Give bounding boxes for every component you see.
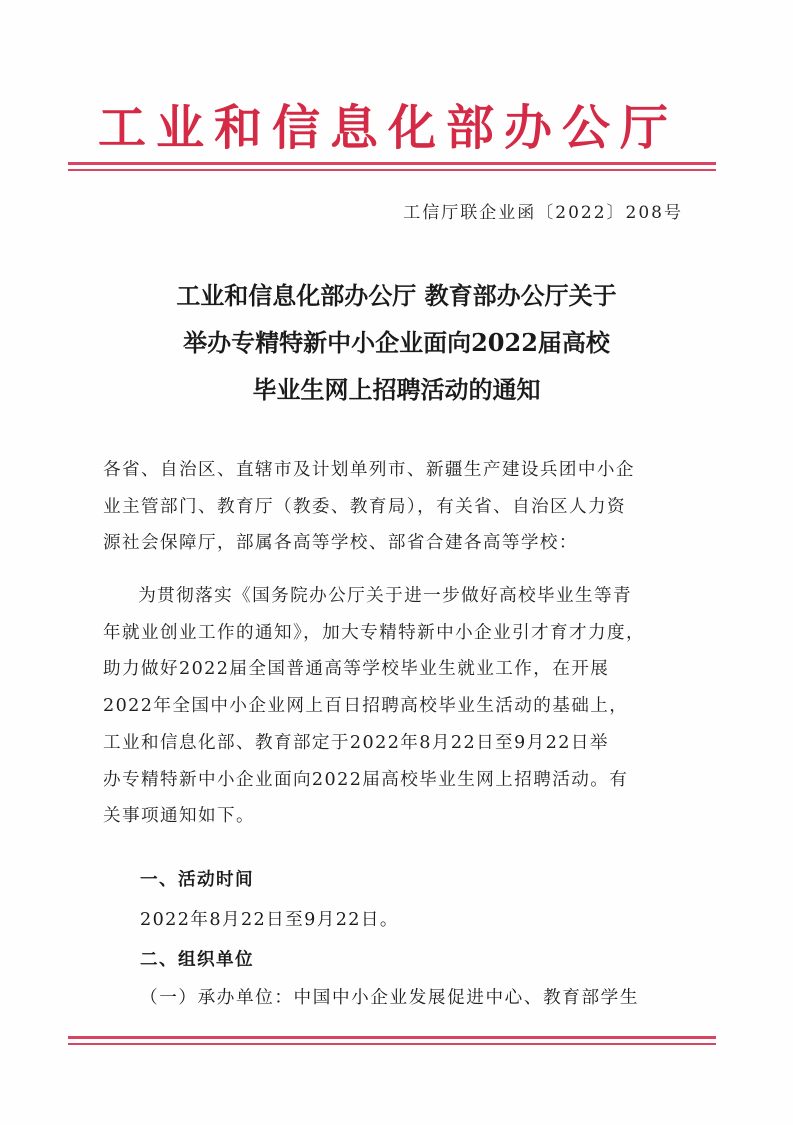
document-number: 工信厅联企业函〔2022〕208号	[403, 203, 683, 223]
paragraph-line: 关事项通知如下。	[103, 806, 255, 827]
paragraph-line: 年就业创业工作的通知》，加大专精特新中小企业引才育才力度，	[103, 622, 646, 643]
addressee-line: 源社会保障厅，部属各高等学校、部省合建各高等学校：	[103, 533, 578, 554]
footer-rule-thin	[68, 1043, 716, 1045]
title-line-3: 毕业生网上招聘活动的通知	[252, 375, 541, 404]
addressee-block	[103, 452, 693, 562]
paragraph-line: 助力做好2022届全国普通高等学校毕业生就业工作，在开展	[103, 659, 610, 680]
document-title	[60, 272, 733, 413]
letterhead-rule-thick	[68, 162, 716, 165]
title-line-2: 举办专精特新中小企业面向2022届高校	[183, 328, 610, 357]
title-line-1: 工业和信息化部办公厅 教育部办公厅关于	[176, 281, 617, 310]
section-heading-organizers: 二、组织单位	[140, 949, 254, 970]
letterhead-title: 工业和信息化部办公厅	[98, 100, 679, 156]
activity-time-text: 2022年8月22日至9月22日。	[140, 910, 399, 930]
organizer-item-1: （一）承办单位：中国中小企业发展促进中心、教育部学生	[140, 988, 640, 1008]
paragraph-line: 办专精特新中小企业面向2022届高校毕业生网上招聘活动。有	[103, 769, 629, 790]
paragraph-line: 2022年全国中小企业网上百日招聘高校毕业生活动的基础上，	[103, 696, 629, 717]
paragraph-line: 为贯彻落实《国务院办公厅关于进一步做好高校毕业生等青	[138, 586, 633, 606]
addressee-line: 各省、自治区、直辖市及计划单列市、新疆生产建设兵团中小企	[103, 460, 635, 480]
paragraph-line: 工业和信息化部、教育部定于2022年8月22日至9月22日举	[103, 732, 609, 753]
letterhead-rule-thin	[68, 169, 716, 171]
footer-rule-thick	[68, 1036, 716, 1039]
section-heading-activity-time: 一、活动时间	[140, 869, 254, 890]
intro-paragraph	[103, 578, 693, 835]
addressee-line: 业主管部门、教育厅（教委、教育局），有关省、自治区人力资	[103, 496, 627, 517]
